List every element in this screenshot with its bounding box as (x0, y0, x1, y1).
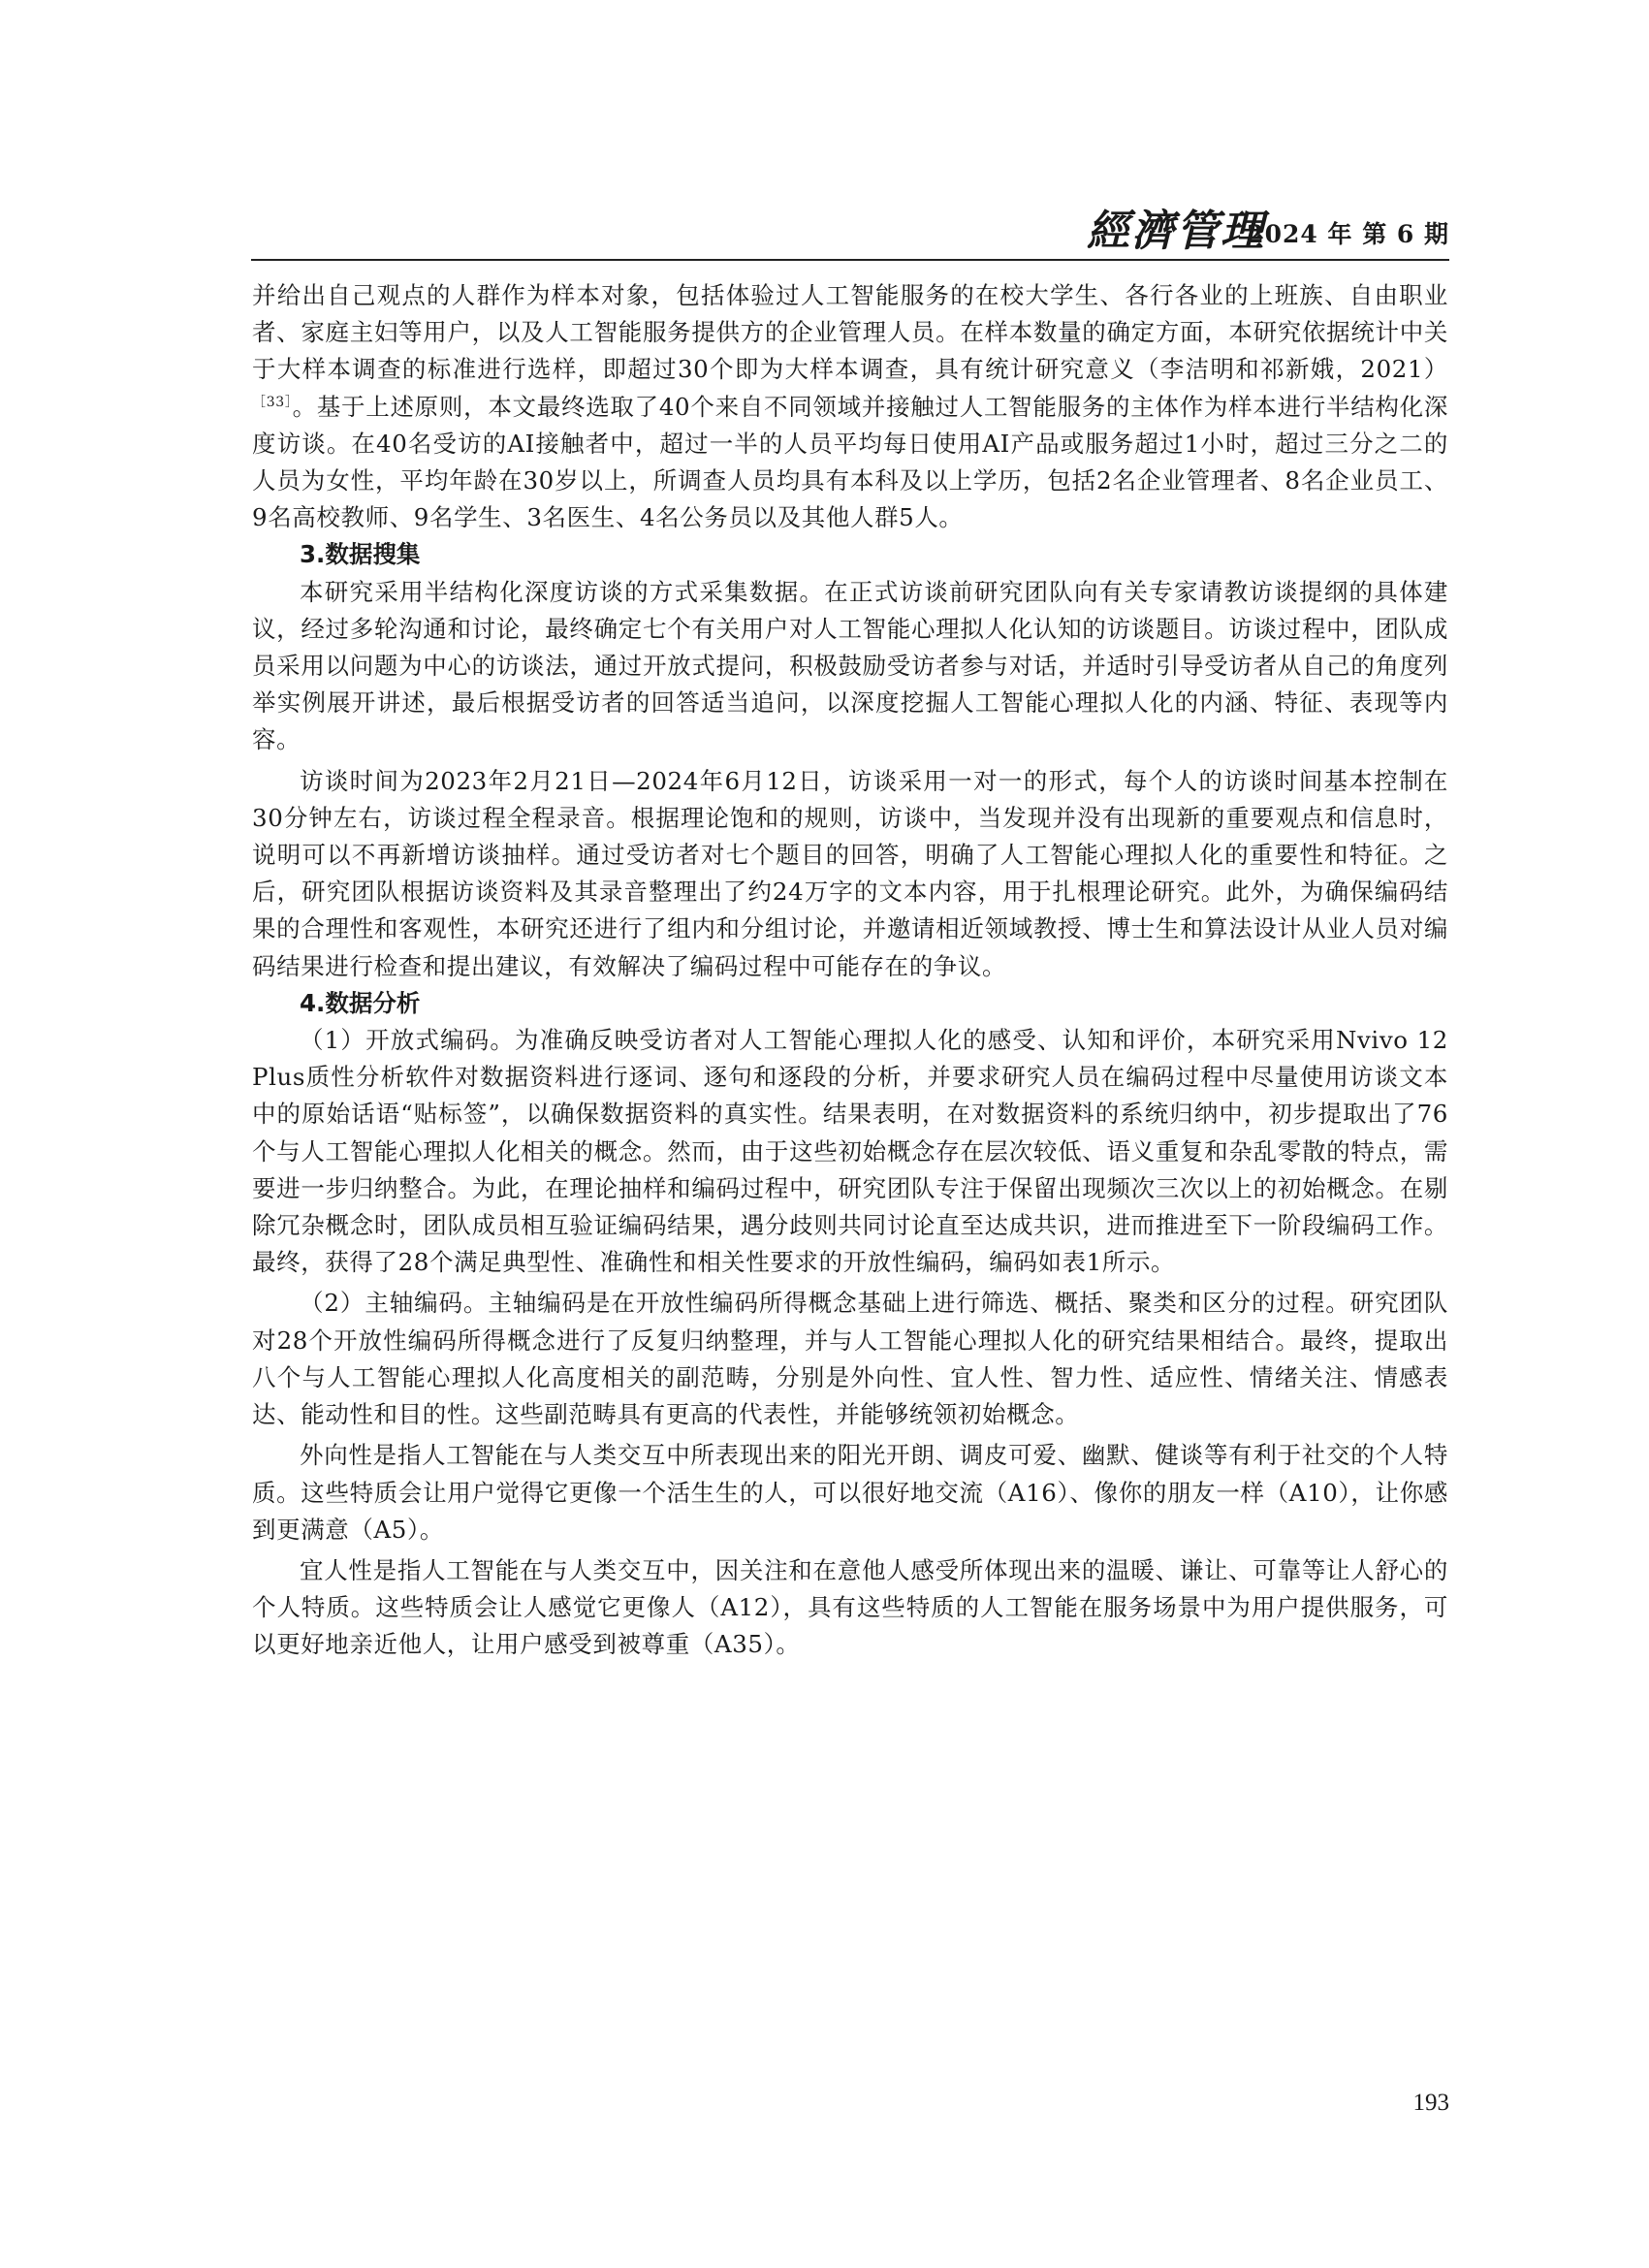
journal-title: 經濟管理 (1087, 207, 1265, 256)
issue-label: 2024 年 第 6 期 (1247, 220, 1449, 248)
paragraph-open-coding: （1）开放式编码。为准确反映受访者对人工智能心理拟人化的感受、认知和评价，本研究采用Nvivo 12 Plus质性分析软件对数据资料进行逐词、逐句和逐段的分析，并要求研究人员在编码过程中尽量使用访谈文本中的原始话语“贴标签”，以确保数据资料的真实性。结果表明，在对数据资料的系统归纳中，初步提取出了76个与人工智能心理拟人化相关的概念。然而，由于这些初始概念存在层次较低、语义重复和杂乱零散的特点，需要进一步归纳整合。为此，在理论抽样和编码过程中，研究团队专注于保留出现频次三次以上的初始概念。在剔除冗杂概念时，团队成员相互验证编码结果，遇分歧则共同讨论直至达成共识，进而推进至下一阶段编码工作。最终，获得了28个满足典型性、准确性和相关性要求的开放性编码，编码如表1所示。 (252, 1026, 1448, 1277)
paragraph-axial-coding: （2）主轴编码。主轴编码是在开放性编码所得概念基础上进行筛选、概括、聚类和区分的过程。研究团队对28个开放性编码所得概念进行了反复归纳整理，并与人工智能心理拟人化的研究结果相结合。最终，提取出八个与人工智能心理拟人化高度相关的副范畴，分别是外向性、宜人性、智力性、适应性、情绪关注、情感表达、能动性和目的性。这些副范畴具有更高的代表性，并能够统领初始概念。 (252, 1289, 1448, 1429)
paragraph-text: 并给出自己观点的人群作为样本对象，包括体验过人工智能服务的在校大学生、各行各业的上班族、自由职业者、家庭主妇等用户，以及人工智能服务提供方的企业管理人员。在样本数量的确定方面，本研究依据统计中关于大样本调查的标准进行选样，即超过30个即为大样本调查，具有统计研究意义（李洁明和祁新娥，2021） (252, 281, 1448, 384)
header-rule (251, 259, 1449, 261)
running-header (251, 207, 1449, 257)
paragraph-extraversion: 外向性是指人工智能在与人类交互中所表现出来的阳光开朗、调皮可爱、幽默、健谈等有利于社交的个人特质。这些特质会让用户觉得它更像一个活生生的人，可以很好地交流（A16）、像你的朋友一样（A10），让你感到更满意（A5）。 (252, 1441, 1448, 1544)
page-number: 193 (1412, 2090, 1449, 2116)
paragraph-text: 。基于上述原则，本文最终选取了40个来自不同领域并接触过人工智能服务的主体作为样本进行半结构化深度访谈。在40名受访的AI接触者中，超过一半的人员平均每日使用AI产品或服务超过1小时，超过三分之二的人员为女性，平均年龄在30岁以上，所调查人员均具有本科及以上学历，包括2名企业管理者、8名企业员工、9名高校教师、9名学生、3名医生、4名公务员以及其他人群5人。 (252, 392, 1448, 532)
paragraph-agreeableness: 宜人性是指人工智能在与人类交互中，因关注和在意他人感受所体现出来的温暖、谦让、可靠等让人舒心的个人特质。这些特质会让人感觉它更像人（A12），具有这些特质的人工智能在服务场景中为用户提供服务，可以更好地亲近他人，让用户感受到被尊重（A35）。 (252, 1555, 1448, 1659)
article-body (252, 277, 1448, 1664)
paragraph-interview-time: 访谈时间为2023年2月21日—2024年6月12日，访谈采用一对一的形式，每个人的访谈时间基本控制在30分钟左右，访谈过程全程录音。根据理论饱和的规则，访谈中，当发现并没有出现新的重要观点和信息时，说明可以不再新增访谈抽样。通过受访者对七个题目的回答，明确了人工智能心理拟人化的重要性和特征。之后，研究团队根据访谈资料及其录音整理出了约24万字的文本内容，用于扎根理论研究。此外，为确保编码结果的合理性和客观性，本研究还进行了组内和分组讨论，并邀请相近领域教授、博士生和算法设计从业人员对编码结果进行检查和提出建议，有效解决了编码过程中可能存在的争议。 (252, 766, 1448, 980)
citation-ref: ［33］ (252, 394, 293, 410)
paragraph-interview-method: 本研究采用半结构化深度访谈的方式采集数据。在正式访谈前研究团队向有关专家请教访谈提纲的具体建议，经过多轮沟通和讨论，最终确定七个有关用户对人工智能心理拟人化认知的访谈题目。访谈过程中，团队成员采用以问题为中心的访谈法，通过开放式提问，积极鼓励受访者参与对话，并适时引导受访者从自己的角度列举实例展开讲述，最后根据受访者的回答适当追问，以深度挖掘人工智能心理拟人化的内涵、特征、表现等内容。 (252, 577, 1448, 754)
section-heading-data-collection: 3.数据搜集 (300, 540, 421, 569)
paragraph-sample-selection (252, 277, 1448, 536)
section-heading-data-analysis: 4.数据分析 (300, 988, 421, 1017)
